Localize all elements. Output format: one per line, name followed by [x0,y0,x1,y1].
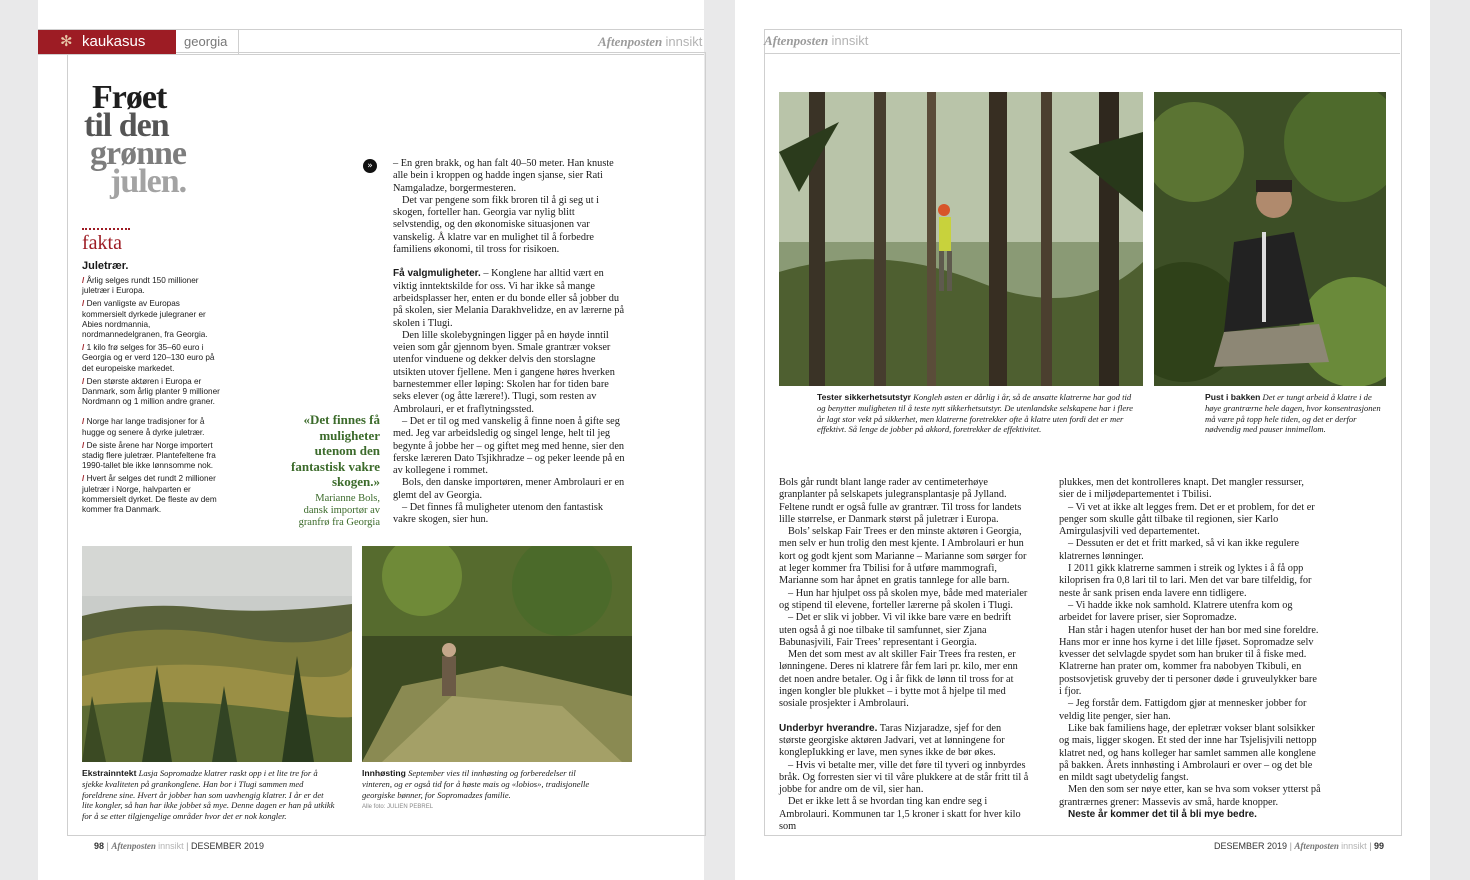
paragraph [779,796,1029,833]
left-page [38,0,704,880]
paragraph [779,588,1029,613]
caption-photo3-text: Kongleh østen er dårlig i år, så de ansatte klatrerne har god tid og benytter muligheten til å teste nytt sikkerhetsutstyr. De utenlandske selskapene har i flere år lagt stor vekt på sikkerhet, men klatrerne foretrekker ofte å klatre uten fordi det er mer effektivt. Så lenge de jobber på akkord, foretrekker de effektivitet. [817,392,1133,435]
caption-photo1 [82,768,336,822]
caption-photo3 [817,392,1141,435]
paragraph [1059,723,1321,784]
paragraph [1059,809,1321,821]
paragraph-text: Det er ikke lett å se hvordan ting kan endre seg i Ambrolauri. Kommunen tar 1,5 kroner i skatt for hver kilo som [779,796,1021,833]
footer-left-date: DESEMBER 2019 [191,841,265,851]
paragraph-text: Men den som ser nøye etter, kan se hva som vokser ytterst på grantrærnes grener: Massevis av små, harde knopper. [1059,784,1321,808]
caption-photo4 [1205,392,1387,435]
paragraph [779,612,1029,649]
paragraph [779,760,1029,797]
paragraph [393,502,625,527]
title-line-2: til den [84,107,169,144]
continue-arrow-icon: » [363,159,377,173]
paragraph-text: Neste år kommer det til å bli mye bedre. [1068,809,1257,821]
slash-bullet-icon: / [82,276,87,285]
footer-left: 98 | Aftenposten innsikt | DESEMBER 2019 [94,841,265,851]
caption-photo4-text: Det er tungt arbeid å klatre i de høye grantrærne hele dagen, hvor konsentrasjonen må være på topp hele tiden, og det er derfor nødvendig med pauser innimellom. [1205,392,1381,435]
paragraph-text: – Hvis vi betalte mer, ville det føre til tyveri og innbyrdes bråk. Og forresten sier vi til våre plukkere at de står fritt til å jobbe for andre om de vil, sier han. [779,759,1029,796]
paragraph [1059,502,1321,539]
paragraph-text: I 2011 gikk klatrerne sammen i streik og lyktes i å få opp kiloprisen fra 0,8 lari til to lari. Men det var bare tilfeldig, for neste år sank prisen enda lavere enn tidligere. [1059,563,1312,599]
photo-credit: Alle foto: JULIEN PEBREL [362,804,434,810]
paragraph [779,477,1029,526]
fakta-item-text: Den vanligste av Europas kommersielt dyrkede julegraner er Abies nordmannia, nordmannedelgranen, fra Georgia. [82,299,208,340]
fakta-item [82,474,220,515]
title-line-1: Frøet [92,79,167,116]
paragraph-text: – Konglene har alltid vært en viktig inntektskilde for oss. Vi har ikke så mange arbeidsplasser her, enten er du bonde eller så jobber du på skolen, sier Melania Darakhvelidze, en av lærerne på skolen i Tlugi. [393,268,625,329]
footer-left-page-number: 98 [94,841,105,851]
pull-quote-attribution [278,493,380,529]
paragraph-text: Men det som mest av alt skiller Fair Trees fra resten, er lønningene. Deres ni klatrere får fem lari pr. kilo, mer enn det noen andre betaler. Og i år fikk de lønn til tross for at ingen kongler ble plukket – i bytte mot å hjelpe til med sosiale prosjekter i Ambrolauri. [779,649,1018,710]
paragraph [393,477,625,502]
article-column-right-1 [779,477,1029,833]
paragraph [1059,538,1321,563]
paragraph [393,158,625,195]
fakta-item [82,276,220,296]
brand-suffix: innsikt [665,34,703,49]
article-column-left [393,158,625,527]
paragraph-lead: Få valgmuligheter. [393,268,481,280]
photo-harvest [362,546,632,762]
right-brand-logo [764,33,868,49]
paragraph-text: Bols’ selskap Fair Trees er den minste aktøren i Georgia, men selv er hun trolig den mest kjente. I Ambrolauri er hun kort og godt kjent som Marianne – Marianne som sørger for at leger kommer fra Tbilisi for å utføre mammografi, Marianne som har åpnet en gratis tannlege for alle barn. [779,526,1027,587]
paragraph [779,649,1029,710]
footer-right: DESEMBER 2019 | Aftenposten innsikt | 99 [1214,841,1385,851]
footer-left-brand: Aftenposten [111,841,156,851]
footer-left-logo [111,841,183,851]
title-line-3: grønne [90,135,186,172]
fakta-item [82,377,220,408]
paragraph-text: – Det finnes få muligheter utenom den fantastisk vakre skogen, sier hun. [393,502,604,526]
asterisk-icon: ✻ [60,33,73,50]
caption-photo1-text: Lasja Sopromadze klatrer raskt opp i et lite tre for å sjekke kvaliteten på grankonglene. Han bor i Tlugi sammen med foreldrene sine. Hvert år jobber han som uavhengig klatrer. I år er det lite kongler, så han har ikke jobbet så mye. Denne dagen er han på utkikk for å se etter tilgjengelige områder hvor det er nok kongler. [82,768,335,822]
fakta-item-text: 1 kilo frø selges for 35–60 euro i Georgia og er verd 120–130 euro på det europeiske markedet. [82,343,215,373]
paragraph [779,526,1029,587]
fakta-divider [82,228,130,230]
slash-bullet-icon: / [82,299,87,309]
fakta-heading: fakta [82,232,122,254]
paragraph [779,723,1029,760]
paragraph [1059,477,1321,502]
paragraph [1059,784,1321,809]
subsection-label: georgia [184,34,228,49]
fakta-item [82,441,220,472]
slash-bullet-icon: / [82,474,87,484]
fakta-item [82,299,220,340]
right-page [735,0,1430,880]
paragraph-text: – Hun har hjulpet oss på skolen mye, både med materialer og stipend til elevene, forteller lærerne på skolen i Tlugi. [779,587,1028,611]
paragraph-text: Bols, den danske importøren, mener Ambrolauri er en glemt del av Georgia. [393,477,625,501]
fakta-item [82,343,220,374]
paragraph-text: Like bak familiens hage, der epletrær vokser blant solsikker og mais, ligger skogen. Et sted der inne har Tsjelisjvili nettopp klatret ned, og hans kolleger har samlet sammen alle konglene på bakken. Årets innhøsting i Ambrolauri er over – og det ble en mildt sagt ubetydelig fangst. [1059,722,1317,784]
slash-bullet-icon: / [82,343,87,353]
slash-bullet-icon: / [82,376,87,386]
pull-quote-author: Marianne Bols, [315,493,380,504]
caption-photo3-lead: Tester sikkerhetsutstyr [817,392,911,402]
title-line-4: julen. [110,163,187,200]
footer-right-brand-suffix: innsikt [1341,841,1367,851]
right-header [764,29,1400,54]
section-tag[interactable] [38,30,176,54]
paragraph [393,330,625,416]
paragraph [1059,698,1321,723]
article-title [84,79,187,200]
paragraph-text: – Det er til og med vanskelig å finne noen å gifte seg med. Jeg var arbeidsledig og singel lenge, helt til jeg begynte å jobbe her – og giftet meg med henne, sier den ferske læreren Dato Tsjikhradze – og peker leende på en av kollegene i rommet. [393,415,625,477]
pull-quote-text: «Det finnes få muligheter utenom den fantastisk vakre skogen.» [291,412,380,489]
paragraph-text: – Jeg forstår dem. Fattigdom gjør at mennesker jobber for veldig lite penger, sier han. [1059,698,1307,722]
paragraph [1059,563,1321,600]
paragraph-text: Det var pengene som fikk broren til å gi seg ut i skogen, forteller han. Georgia var nylig blitt selvstendig, og den økonomiske situasjonen var vanskelig. Å klatre var en mulighet til å forbedre familiens økonomi, til tross for risikoen. [393,194,600,256]
paragraph-text: – Vi vet at ikke alt legges frem. Det er et problem, for det er penger som skulle gått tilbake til regionen, sier Karlo Amirgulasjvili ved departementet. [1059,501,1315,538]
fakta-item-text: Årlig selges rundt 150 millioner juletrær i Europa. [82,276,199,296]
fakta-item [82,417,220,437]
paragraph-text: – Dessuten er det et fritt marked, så vi kan ikke regulere klatrernes lønninger. [1059,538,1300,562]
fakta-subheading: Juletrær. [82,260,129,272]
paragraph-lead: Underbyr hverandre. [779,722,878,734]
caption-photo4-lead: Pust i bakken [1205,392,1261,402]
caption-photo2-text: September vies til innhøsting og forberedelser til vinteren, og er også tid for å høste mais og «lobios», tradisjonelle georgiske bønner, for Sopromadzes familie. [362,768,590,800]
paragraph [1059,625,1321,699]
footer-right-logo [1294,841,1366,851]
paragraph [393,268,625,329]
fakta-item-text: Den største aktøren i Europa er Danmark, som årlig planter 9 millioner Nordmann og 1 million andre graner. [82,376,220,407]
right-brand-name: Aftenposten [764,33,829,48]
fakta-list [82,276,220,518]
caption-photo1-lead: Ekstrainntekt [82,768,137,778]
paragraph-text: Bols går rundt blant lange rader av centimeterhøye granplanter på selskapets julegransplantasje på Jylland. Feltene rundt er også fulle av grantrær. Til tross for landets lille størrelse, er Danmark størst på juletrær i Europa. [779,477,1022,525]
paragraph-text: – Vi hadde ikke nok samhold. Klatrere utenfra kom og arbeidet for lavere priser, sier Sopromadze. [1059,599,1293,624]
footer-right-brand: Aftenposten [1294,841,1339,851]
footer-right-page-number: 99 [1374,841,1385,851]
paragraph [393,416,625,477]
footer-left-brand-suffix: innsikt [158,841,184,851]
subsection-tag[interactable] [176,30,239,54]
fakta-item-text: Norge har lange tradisjoner for å hugge og senere å dyrke juletrær. [82,417,205,437]
article-column-right-2 [1059,477,1321,821]
caption-photo2 [362,768,602,800]
paragraph-text: plukkes, men det kontrolleres knapt. Det mangler ressurser, sier de i miljødepartementet i Tbilisi. [1059,477,1304,501]
fakta-item-text: Hvert år selges det rundt 2 millioner juletrær i Norge, halvparten er kommersielt dyrket. De fleste av dem kommer fra Danmark. [82,474,217,515]
section-header [38,29,704,55]
paragraph [1059,600,1321,625]
slash-bullet-icon: / [82,440,87,450]
section-label: kaukasus [82,33,146,50]
brand-logo [598,34,702,50]
footer-right-date: DESEMBER 2019 [1214,841,1288,851]
photo-forest-hills [82,546,352,762]
caption-photo2-lead: Innhøsting [362,768,406,778]
paragraph-text: Han står i hagen utenfor huset der han bor med sine foreldre. Hans mor er inne hos kyrne i det lille fjøset. Sopromadze selv kvesser det selvlagde spydet som han bruker til å fiske med. Klatrerne han prater om, kommer fra nabobyen Tkibuli, en postsovjetisk gruveby der ti personer døde i gruveulykker bare i fjor. [1059,624,1319,698]
photo-resting-man [1154,92,1386,386]
paragraph-text: – Det er slik vi jobber. Vi vil ikke bare være en bedrift uten også å gi noe tilbake til samfunnet, sier Zjana Babunasjvili, Fair Trees’ representant i Georgia. [779,612,1012,648]
fakta-item-text: De siste årene har Norge importert stadig flere juletrær. Plantefeltene fra 1990-tallet ble ikke lønnsomme nok. [82,440,216,471]
paragraph [393,195,625,256]
brand-name: Aftenposten [598,34,663,49]
photo-climber [779,92,1143,386]
pull-quote-role: dansk importør av granfrø fra Georgia [298,505,380,528]
right-brand-suffix: innsikt [831,33,869,48]
paragraph-text: – En gren brakk, og han falt 40–50 meter. Han knuste alle bein i kroppen og hadde ingen sjanse, sier Rati Namgaladze, borgermesteren. [393,158,614,194]
paragraph-text: Den lille skolebygningen ligger på en høyde inntil veien som går gjennom byen. Smale grantrær vokser utenfor vinduene og dekker delvis den storslagne utsikten utover fjellene. Men i gangene høres hverken barnestemmer eller løping: Skolen har for tiden bare seks elever (og åtte lærere!). Tlugi, som resten av Ambrolauri, er et fraflytningssted. [393,329,615,415]
slash-bullet-icon: / [82,417,87,427]
paragraph-text: Taras Nizjaradze, sjef for den største georgiske aktøren Jadvari, vet at lønningene for konglepIukking er lave, men synes ikke de bør økes. [779,722,1005,759]
